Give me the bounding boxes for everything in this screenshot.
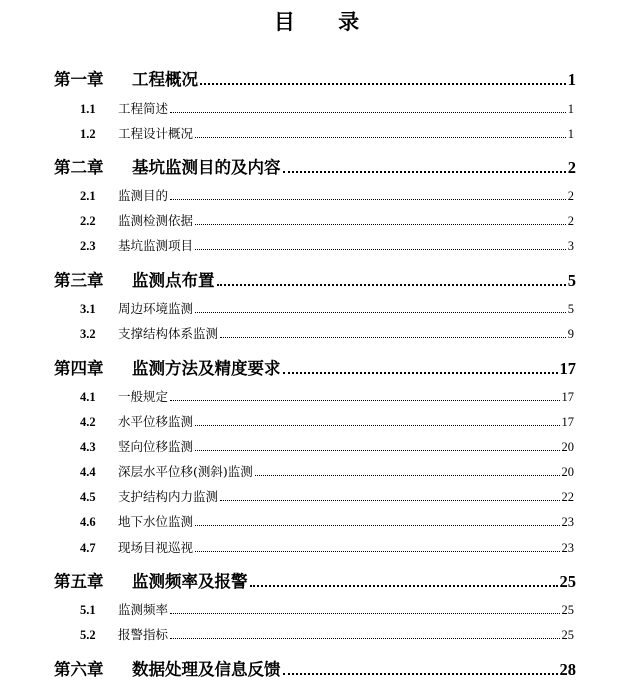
section-title: 报警指标 xyxy=(118,627,169,642)
dot-leader xyxy=(195,551,559,552)
dot-leader xyxy=(195,450,559,451)
chapter-label: 第三章 xyxy=(54,271,104,290)
page-number: 23 xyxy=(561,541,574,555)
section-number: 4.1 xyxy=(80,390,96,404)
dot-leader xyxy=(220,337,566,338)
dot-leader xyxy=(283,372,558,374)
dot-leader xyxy=(195,312,566,313)
dot-leader xyxy=(195,249,566,250)
toc-chapter-entry[interactable] xyxy=(54,355,576,379)
section-number: 2.3 xyxy=(80,239,96,253)
section-number: 5.1 xyxy=(80,603,96,617)
page-number: 17 xyxy=(561,415,574,429)
dot-leader xyxy=(170,638,559,639)
toc-section-entry[interactable] xyxy=(80,387,574,405)
chapter-title: 工程概况 xyxy=(132,70,198,89)
dot-leader xyxy=(250,585,558,587)
page-number: 5 xyxy=(567,302,574,316)
section-number: 3.1 xyxy=(80,302,96,316)
toc-chapter-entry[interactable] xyxy=(54,154,576,178)
toc-section-entry[interactable] xyxy=(80,487,574,505)
chapter-label: 第五章 xyxy=(54,572,104,591)
section-title: 深层水平位移(测斜)监测 xyxy=(118,464,253,479)
toc-section-entry[interactable] xyxy=(80,99,574,117)
toc-chapter-entry[interactable] xyxy=(54,66,576,90)
toc-section-entry[interactable] xyxy=(80,236,574,254)
section-title: 支护结构内力监测 xyxy=(118,489,219,504)
page-number: 28 xyxy=(559,660,576,679)
section-title: 竖向位移监测 xyxy=(118,439,194,454)
page-number: 20 xyxy=(561,465,574,479)
section-title: 现场目视巡视 xyxy=(118,540,194,555)
dot-leader xyxy=(283,673,558,675)
dot-leader xyxy=(255,475,560,476)
section-title: 监测检测依据 xyxy=(118,213,194,228)
section-number: 5.2 xyxy=(80,628,96,642)
page-number: 1 xyxy=(567,70,576,89)
toc-section-entry[interactable] xyxy=(80,412,574,430)
dot-leader xyxy=(170,613,559,614)
section-number: 4.5 xyxy=(80,490,96,504)
toc-section-entry[interactable] xyxy=(80,299,574,317)
page-number: 22 xyxy=(561,490,574,504)
section-title: 支撑结构体系监测 xyxy=(118,326,219,341)
toc-chapter-entry[interactable] xyxy=(54,656,576,680)
toc-section-entry[interactable] xyxy=(80,437,574,455)
toc-section-entry[interactable] xyxy=(80,625,574,643)
page-number: 25 xyxy=(559,572,576,591)
toc-chapter-entry[interactable] xyxy=(54,267,576,291)
dot-leader xyxy=(195,224,566,225)
chapter-title: 数据处理及信息反馈 xyxy=(132,660,281,679)
section-number: 4.6 xyxy=(80,515,96,529)
chapter-label: 第六章 xyxy=(54,660,104,679)
dot-leader xyxy=(200,83,566,85)
dot-leader xyxy=(217,284,566,286)
page-number: 23 xyxy=(561,515,574,529)
page-number: 1 xyxy=(567,127,574,141)
page-number: 2 xyxy=(567,189,574,203)
section-number: 2.1 xyxy=(80,189,96,203)
toc-section-entry[interactable] xyxy=(80,324,574,342)
toc-section-entry[interactable] xyxy=(80,600,574,618)
section-number: 4.4 xyxy=(80,465,96,479)
page-number: 17 xyxy=(561,390,574,404)
dot-leader xyxy=(195,525,559,526)
section-number: 4.7 xyxy=(80,541,96,555)
dot-leader xyxy=(170,199,566,200)
chapter-title: 基坑监测目的及内容 xyxy=(132,158,281,177)
page-number: 25 xyxy=(561,628,574,642)
section-title: 地下水位监测 xyxy=(118,514,194,529)
toc-section-entry[interactable] xyxy=(80,512,574,530)
page-number: 20 xyxy=(561,440,574,454)
dot-leader xyxy=(170,400,559,401)
page-number: 9 xyxy=(567,327,574,341)
dot-leader xyxy=(283,171,566,173)
section-title: 工程简述 xyxy=(118,101,169,116)
chapter-title: 监测方法及精度要求 xyxy=(132,359,281,378)
section-number: 4.3 xyxy=(80,440,96,454)
toc-section-entry[interactable] xyxy=(80,186,574,204)
page-number: 3 xyxy=(567,239,574,253)
toc-chapter-entry[interactable] xyxy=(54,568,576,592)
toc-section-entry[interactable] xyxy=(80,538,574,556)
page-number: 25 xyxy=(561,603,574,617)
section-title: 水平位移监测 xyxy=(118,414,194,429)
chapter-label: 第二章 xyxy=(54,158,104,177)
page-number: 5 xyxy=(567,271,576,290)
dot-leader xyxy=(220,500,559,501)
toc-section-entry[interactable] xyxy=(80,211,574,229)
section-title: 监测目的 xyxy=(118,188,169,203)
toc-section-entry[interactable] xyxy=(80,124,574,142)
section-title: 工程设计概况 xyxy=(118,126,194,141)
document-title: 目 录 xyxy=(273,9,378,34)
page-number: 2 xyxy=(567,158,576,177)
section-number: 2.2 xyxy=(80,214,96,228)
chapter-title: 监测点布置 xyxy=(132,271,215,290)
dot-leader xyxy=(170,112,566,113)
toc-section-entry[interactable] xyxy=(80,462,574,480)
chapter-title: 监测频率及报警 xyxy=(132,572,248,591)
chapter-label: 第一章 xyxy=(54,70,104,89)
section-number: 1.2 xyxy=(80,127,96,141)
section-title: 监测频率 xyxy=(118,602,169,617)
dot-leader xyxy=(195,425,559,426)
section-number: 4.2 xyxy=(80,415,96,429)
section-title: 一般规定 xyxy=(118,389,169,404)
page-number: 1 xyxy=(567,102,574,116)
chapter-label: 第四章 xyxy=(54,359,104,378)
section-number: 3.2 xyxy=(80,327,96,341)
section-title: 周边环境监测 xyxy=(118,301,194,316)
section-number: 1.1 xyxy=(80,102,96,116)
page-number: 17 xyxy=(559,359,576,378)
dot-leader xyxy=(195,137,566,138)
page-number: 2 xyxy=(567,214,574,228)
section-title: 基坑监测项目 xyxy=(118,238,194,253)
